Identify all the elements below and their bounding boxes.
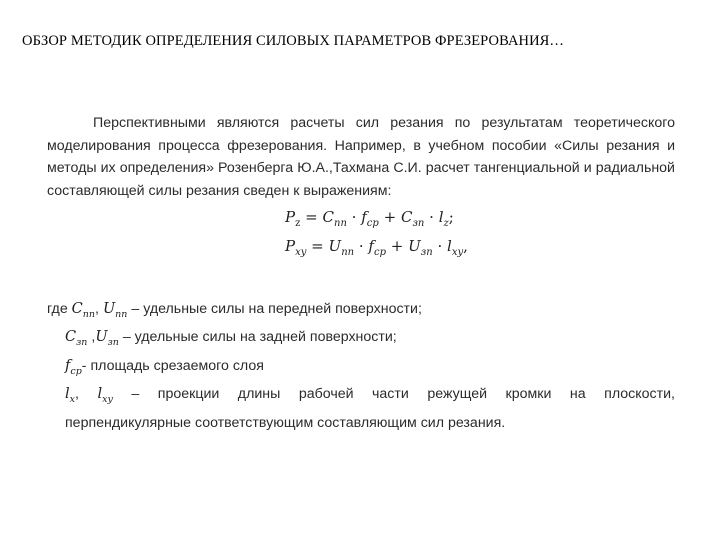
definition-back-forces: $C_{зп}$ $,U_{зп}$ – удельные силы на задней поверхности;	[65, 329, 397, 349]
definition-projections-continued: перпендикулярные соответствующим составляющим сил резания.	[65, 414, 506, 431]
formula-pz: $P_z = C_{пп} \cdot f_{ср} + C_{зп} \cdot l_z$;	[285, 208, 454, 229]
formula-pxy: $P_{xy} = U_{пп} \cdot f_{ср} + U_{зп} \cdot l_{xy}$,	[285, 237, 468, 258]
definition-projections: $l_x$, $l_{xy}$ – проекции длины рабочей части режущей кромки на плоскости,	[65, 386, 675, 406]
definition-front-forces: где $C_{пп}$, $U_{пп}$ – удельные силы на передней поверхности;	[47, 301, 422, 320]
definition-cut-area: $f_{ср}-$ площадь срезаемого слоя	[65, 357, 264, 377]
slide-title: ОБЗОР МЕТОДИК ОПРЕДЕЛЕНИЯ СИЛОВЫХ ПАРАМЕТРОВ ФРЕЗЕРОВАНИЯ…	[22, 33, 565, 49]
slide-body	[47, 112, 675, 434]
definitions-list	[47, 298, 675, 434]
intro-paragraph: Перспективными являются расчеты сил резания по результатам теоретического моделирования процесса фрезерования. Например, в учебном пособии «Силы резания и методы их определения» Розенберга Ю.А.,Тахмана С.И. расчет тангенциальной и радиальной составляющей силы резания сведен к выражениям:	[47, 115, 675, 199]
formula-block	[285, 206, 675, 264]
